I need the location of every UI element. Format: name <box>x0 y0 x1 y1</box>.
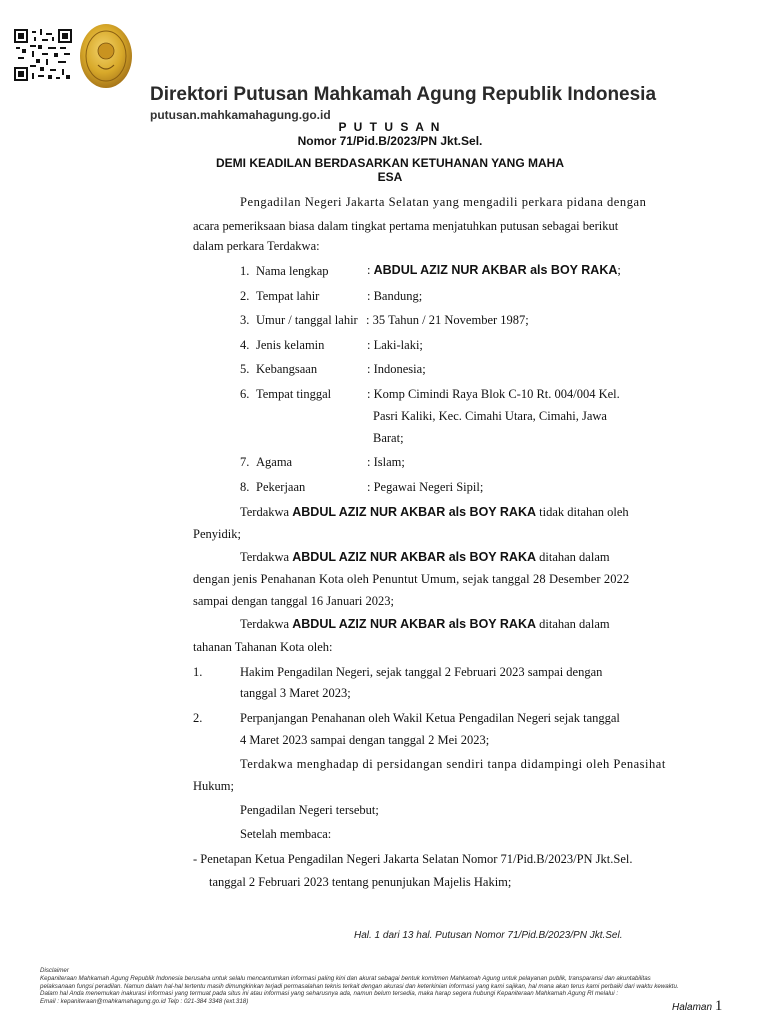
identity-num: 3. <box>240 313 250 327</box>
intro-line-2: acara pemeriksaan biasa dalam tingkat pertama menjatuhkan putusan sebagai berikut <box>193 219 619 233</box>
identity-value: : Laki-laki; <box>367 338 423 352</box>
identity-label: Tempat lahir <box>256 289 320 303</box>
identity-value: : 35 Tahun / 21 November 1987; <box>366 313 529 327</box>
identity-label: Nama lengkap <box>256 264 329 278</box>
paragraph-line: - Penetapan Ketua Pengadilan Negeri Jakarta Selatan Nomor 71/Pid.B/2023/PN Jkt.Sel. <box>193 852 633 866</box>
directory-title: Direktori Putusan Mahkamah Agung Republik Indonesia <box>150 84 657 105</box>
identity-num: 5. <box>240 362 250 376</box>
page-label: Halaman <box>672 1002 713 1013</box>
list-num: 2. <box>193 711 203 725</box>
paragraph-line: Terdakwa ABDUL AZIZ NUR AKBAR als BOY RAKA tidak ditahan oleh <box>240 505 629 519</box>
identity-value: : Bandung; <box>367 289 423 303</box>
paragraph-line: Terdakwa menghadap di persidangan sendiri tanpa didampingi oleh Penasihat <box>240 757 666 771</box>
paragraph-line: Setelah membaca: <box>240 827 332 841</box>
list-item-line: Hakim Pengadilan Negeri, sejak tanggal 2 Februari 2023 sampai dengan <box>240 665 603 679</box>
doc-number: Nomor 71/Pid.B/2023/PN Jkt.Sel. <box>297 134 483 148</box>
identity-num: 6. <box>240 387 250 401</box>
paragraph-line: Terdakwa ABDUL AZIZ NUR AKBAR als BOY RAKA ditahan dalam <box>240 550 610 564</box>
identity-value: : Islam; <box>367 455 405 469</box>
disclaimer-line: Kepaniteraan Mahkamah Agung Republik Indonesia berusaha untuk selalu mencantumkan informasi paling kini dan akurat sebagai bentuk komitmen Mahkamah Agung untuk pelayanan publik, transparansi dan akuntabilitas <box>40 974 651 982</box>
paragraph-line: Hukum; <box>193 779 234 793</box>
directory-url[interactable]: putusan.mahkamahagung.go.id <box>150 108 331 122</box>
page-number <box>672 998 722 1015</box>
paragraph-line: tahanan Tahanan Kota oleh: <box>193 640 333 654</box>
list-item-line: Perpanjangan Penahanan oleh Wakil Ketua Pengadilan Negeri sejak tanggal <box>240 711 620 725</box>
identity-value: : Indonesia; <box>367 362 426 376</box>
identity-num: 8. <box>240 480 250 494</box>
defendant-name: ABDUL AZIZ NUR AKBAR als BOY RAKA <box>292 550 536 564</box>
intro-line-3: dalam perkara Terdakwa: <box>193 239 320 253</box>
identity-label: Umur / tanggal lahir <box>256 313 358 327</box>
list-num: 1. <box>193 665 203 679</box>
defendant-name: ABDUL AZIZ NUR AKBAR als BOY RAKA <box>292 617 536 631</box>
paragraph-line: Pengadilan Negeri tersebut; <box>240 803 379 817</box>
identity-label: Kebangsaan <box>256 362 318 376</box>
identity-value: : Komp Cimindi Raya Blok C-10 Rt. 004/004 Kel. <box>367 387 620 401</box>
identity-num: 4. <box>240 338 250 352</box>
identity-label: Pekerjaan <box>256 480 306 494</box>
disclaimer-title: Disclaimer <box>40 967 69 974</box>
disclaimer-line: Dalam hal Anda menemukan inakurasi informasi yang termuat pada situs ini atau informasi yang seharusnya ada, namun belum tersedia, maka harap segera hubungi Kepaniteraan Mahkamah Agung RI melalui : <box>40 990 619 998</box>
paragraph-line: Penyidik; <box>193 527 241 541</box>
page-num: 1 <box>714 998 723 1014</box>
identity-label: Tempat tinggal <box>256 387 332 401</box>
qr-code <box>14 29 72 81</box>
mahkamah-agung-seal <box>79 23 133 89</box>
defendant-name: ABDUL AZIZ NUR AKBAR als BOY RAKA <box>292 505 536 519</box>
paragraph-line: dengan jenis Penahanan Kota oleh Penuntut Umum, sejak tanggal 28 Desember 2022 <box>193 572 630 586</box>
identity-label: Jenis kelamin <box>256 338 325 352</box>
identity-num: 1. <box>240 264 250 278</box>
identity-label: Agama <box>256 455 293 469</box>
page-reference: Hal. 1 dari 13 hal. Putusan Nomor 71/Pid.B/2023/PN Jkt.Sel. <box>354 930 623 941</box>
disclaimer-line: pelaksanaan fungsi peradilan. Namun dalam hal-hal tertentu masih dimungkinkan terjadi permasalahan teknis terkait dengan akurasi dan keterkinian informasi yang kami sajikan, hal mana akan terus kami perbaiki dari waktu kewaktu. <box>40 982 679 990</box>
identity-num: 7. <box>240 455 250 469</box>
demi-keadilan-line-2: ESA <box>377 170 403 184</box>
identity-value-cont: Pasri Kaliki, Kec. Cimahi Utara, Cimahi, Jawa <box>373 409 607 423</box>
paragraph-line: Terdakwa ABDUL AZIZ NUR AKBAR als BOY RAKA ditahan dalam <box>240 617 610 631</box>
identity-value: : Pegawai Negeri Sipil; <box>367 480 484 494</box>
identity-value: : ABDUL AZIZ NUR AKBAR als BOY RAKA; <box>367 263 621 277</box>
paragraph-line: tanggal 2 Februari 2023 tentang penunjukan Majelis Hakim; <box>209 875 512 889</box>
paragraph-line: sampai dengan tanggal 16 Januari 2023; <box>193 594 394 608</box>
contact-line: Email : kepaniteraan@mahkamahagung.go.id Telp : 021-384 3348 (ext.318) <box>40 998 249 1006</box>
identity-value-cont: Barat; <box>373 431 404 445</box>
intro-line-1: Pengadilan Negeri Jakarta Selatan yang mengadili perkara pidana dengan <box>240 195 647 209</box>
demi-keadilan-line-1: DEMI KEADILAN BERDASARKAN KETUHANAN YANG MAHA <box>215 156 564 170</box>
identity-num: 2. <box>240 289 250 303</box>
disclaimer <box>40 967 700 1006</box>
list-item-line: tanggal 3 Maret 2023; <box>240 686 351 700</box>
defendant-name: ABDUL AZIZ NUR AKBAR als BOY RAKA <box>373 263 618 277</box>
list-item-line: 4 Maret 2023 sampai dengan tanggal 2 Mei 2023; <box>240 733 490 747</box>
doc-heading: P U T U S A N <box>338 120 442 134</box>
